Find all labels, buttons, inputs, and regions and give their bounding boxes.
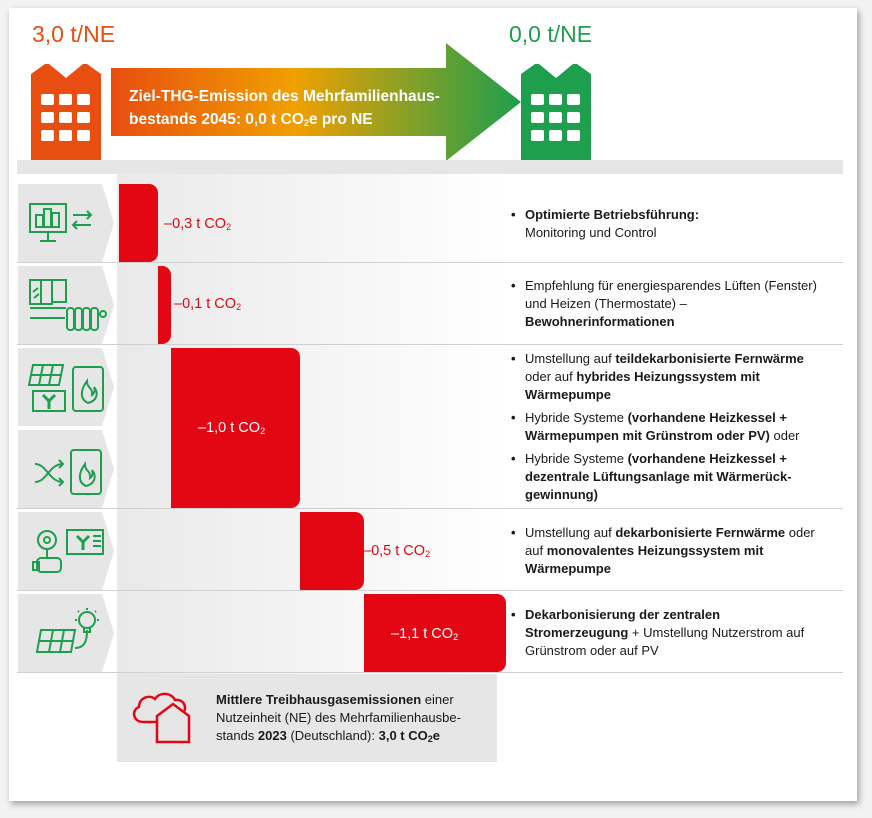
list-item: • Empfehlung für energiesparendes Lüften (Fenster) und Heizen (Thermostate) – Bewohnerinformationen — [509, 277, 819, 331]
reduction-bar-1 — [119, 184, 158, 262]
row3-description — [509, 350, 819, 509]
banner-text — [129, 85, 469, 135]
infographic-card — [9, 8, 857, 801]
row-divider — [17, 672, 843, 673]
row2-description — [509, 277, 819, 336]
header-divider-band — [17, 160, 843, 174]
red-building-icon — [31, 58, 101, 160]
row4-description — [509, 524, 819, 583]
monitor-exchange-icon — [29, 203, 95, 245]
reduction-bar-2 — [158, 266, 171, 344]
green-building-icon — [521, 58, 591, 160]
banner-line-1: Ziel-THG-Emission des Mehrfamilienhaus- — [129, 88, 440, 105]
list-item: • Hybride Systeme (vorhandene Heizkessel + dezentrale Lüftungsanlage mit Wärmerückgewinnung) — [509, 450, 819, 504]
list-item: • Optimierte Betriebsführung: Monitoring und Control — [509, 206, 819, 242]
list-item: • Umstellung auf dekarbonisierte Fernwärme oder auf monovalentes Heizungssystem mit Wärmepumpe — [509, 524, 819, 578]
list-item: • Hybride Systeme (vorhandene Heizkessel + Wärmepumpen mit Grünstrom oder PV) oder — [509, 409, 819, 445]
baseline-text: Mittlere Treibhausgasemissionen einer Nutzeinheit (NE) des Mehrfamilienhausbestands 2023 (Deutschland): 3,0 t $CO_2e$ — [216, 692, 461, 744]
bar-label-2: –0,1 t $CO_2$ — [174, 296, 242, 312]
bar-label-1: –0,3 t $CO_2$ — [164, 216, 232, 232]
bar-label-5: –1,1 t $CO_2$ — [391, 626, 459, 642]
hybrid-shuffle-fire-icon — [33, 448, 103, 498]
bar-label-4: –0,5 t $CO_2$ — [363, 543, 431, 559]
heatpump-fan-icon — [31, 526, 105, 576]
solar-heatpump-fire-icon — [27, 363, 107, 413]
banner-line-2: bestands 2045: 0,0 t $CO_2e$ pro NE — [129, 111, 373, 128]
reduction-bar-4 — [300, 512, 365, 590]
row-divider — [17, 262, 843, 263]
end-value: 0,0 t/NE — [509, 21, 593, 47]
bar-label-3: –1,0 t $CO_2$ — [198, 420, 266, 436]
row5-description — [509, 606, 819, 665]
start-value: 3,0 t/NE — [32, 21, 116, 47]
row-divider — [17, 344, 843, 345]
solar-bulb-icon — [31, 608, 103, 658]
list-item: • Dekarbonisierung der zentralen Stromerzeugung + Umstellung Nutzerstrom auf Grünstrom oder auf PV — [509, 606, 819, 660]
window-radiator-icon — [29, 278, 107, 334]
row-divider — [17, 590, 843, 591]
row1-description — [509, 206, 819, 247]
cloud-house-icon — [129, 688, 199, 744]
list-item: • Umstellung auf teildekarbonisierte Fernwärme oder auf hybrides Heizungssystem mit Wärmepumpe — [509, 350, 819, 404]
